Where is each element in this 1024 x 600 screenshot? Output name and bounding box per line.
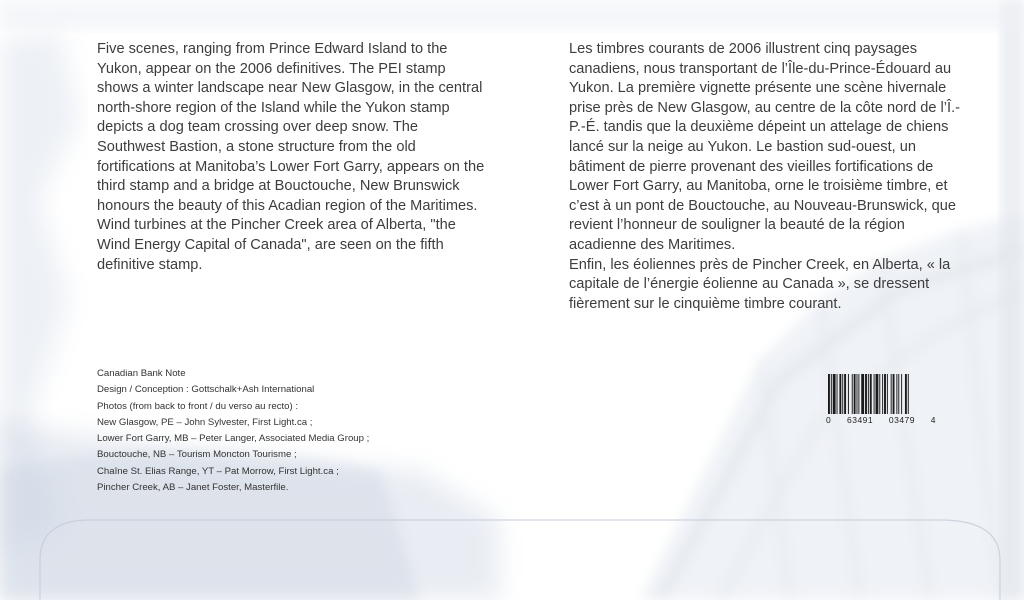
barcode-bar xyxy=(865,374,867,414)
barcode-bar xyxy=(893,374,895,414)
photo-credit: Chaîne St. Elias Range, YT – Pat Morrow, First Light.ca ; xyxy=(97,465,339,477)
barcode-bar xyxy=(833,374,836,414)
barcode-bar xyxy=(837,374,838,414)
barcode-bar xyxy=(852,374,853,414)
barcode-bar xyxy=(898,374,899,414)
photo-credit: New Glasgow, PE – John Sylvester, First Light.ca ; xyxy=(97,416,313,428)
barcode-bar xyxy=(882,374,883,414)
english-paragraph: Five scenes, ranging from Prince Edward Island to the Yukon, appear on the 2006 definitives. The PEI stamp shows a winter landscape near New Glasgow, in the central north-shore region of the Island while the Yukon stamp depicts a dog team crossing over deep snow. The Southwest Bastion, a stone structure from the old fortifications at Manitoba’s Lower Fort Garry, appears on the third stamp and a bridge at Bouctouche, New Brunswick honours the beauty of this Acadian region of the Maritimes. Wind turbines at the Pincher Creek area of Alberta, "the Wind Energy Capital of Canada", are seen on the fifth definitive stamp. xyxy=(97,41,485,273)
design-credit: Design / Conception : Gottschalk+Ash International xyxy=(97,384,315,396)
barcode-bar xyxy=(870,374,872,414)
barcode-bar xyxy=(842,374,843,414)
barcode-bar xyxy=(828,374,830,414)
photo-credit: Pincher Creek, AB – Janet Foster, Masterfile. xyxy=(97,482,289,494)
barcode-bar xyxy=(896,374,897,414)
barcode-bar xyxy=(905,374,907,414)
barcode-bars xyxy=(826,374,932,414)
barcode-bar xyxy=(844,374,846,414)
barcode-bar xyxy=(884,374,886,414)
barcode-bar xyxy=(839,374,841,414)
barcode-bar xyxy=(901,374,902,414)
barcode-bar xyxy=(874,374,875,414)
photo-credit: Bouctouche, NB – Tourism Moncton Tourisme ; xyxy=(97,449,297,461)
barcode-bar xyxy=(857,374,858,414)
barcode-bar xyxy=(861,374,864,414)
photos-heading: Photos (from back to front / du verso au recto) : xyxy=(97,400,299,412)
photo-credit: Lower Fort Garry, MB – Peter Langer, Associated Media Group ; xyxy=(97,433,370,445)
barcode-digits xyxy=(826,415,936,425)
barcode-bar xyxy=(868,374,869,414)
english-description xyxy=(97,40,489,275)
french-paragraph: Les timbres courants de 2006 illustrent cinq paysages canadiens, nous transportant de l’Île-du-Prince-Édouard au Yukon. La première vignette présente une scène hivernale prise près de New Glasgow, au centre de la côte nord de l’Î.-P.-É. tandis que la deuxième dépeint un attelage de chiens lancé sur la neige au Yukon. Le bastion sud-ouest, un bâtiment de pierre provenant des vieilles fortifications de Lower Fort Garry, au Manitoba, orne le troisième timbre, et c’est à un pont de Bouctouche, au Nouveau-Brunswick, que revient l’honneur de souligner la beauté de la région acadienne des Maritimes. xyxy=(569,41,960,253)
barcode-digit-last: 4 xyxy=(930,415,936,425)
barcode-digit-first: 0 xyxy=(826,415,832,425)
barcode-bar xyxy=(887,374,888,414)
barcode-bar xyxy=(908,374,909,414)
credits-block xyxy=(97,366,427,496)
barcode-bar xyxy=(854,374,856,414)
barcode-digits-left: 63491 xyxy=(846,415,874,425)
barcode-digits-right: 03479 xyxy=(888,415,916,425)
barcode-bar xyxy=(876,374,879,414)
printer-credit: Canadian Bank Note xyxy=(97,368,186,379)
barcode-bar xyxy=(831,374,832,414)
french-description xyxy=(569,40,969,314)
upc-barcode xyxy=(826,374,936,426)
french-paragraph-closing: Enfin, les éoliennes près de Pincher Creek, en Alberta, « la capitale de l’énergie éolienne au Canada », se dressent fièrement sur le cinquième timbre courant. xyxy=(569,256,951,312)
barcode-bar xyxy=(891,374,892,414)
barcode-bar xyxy=(858,374,859,414)
barcode-bar xyxy=(848,374,849,414)
barcode-bar xyxy=(879,374,880,414)
